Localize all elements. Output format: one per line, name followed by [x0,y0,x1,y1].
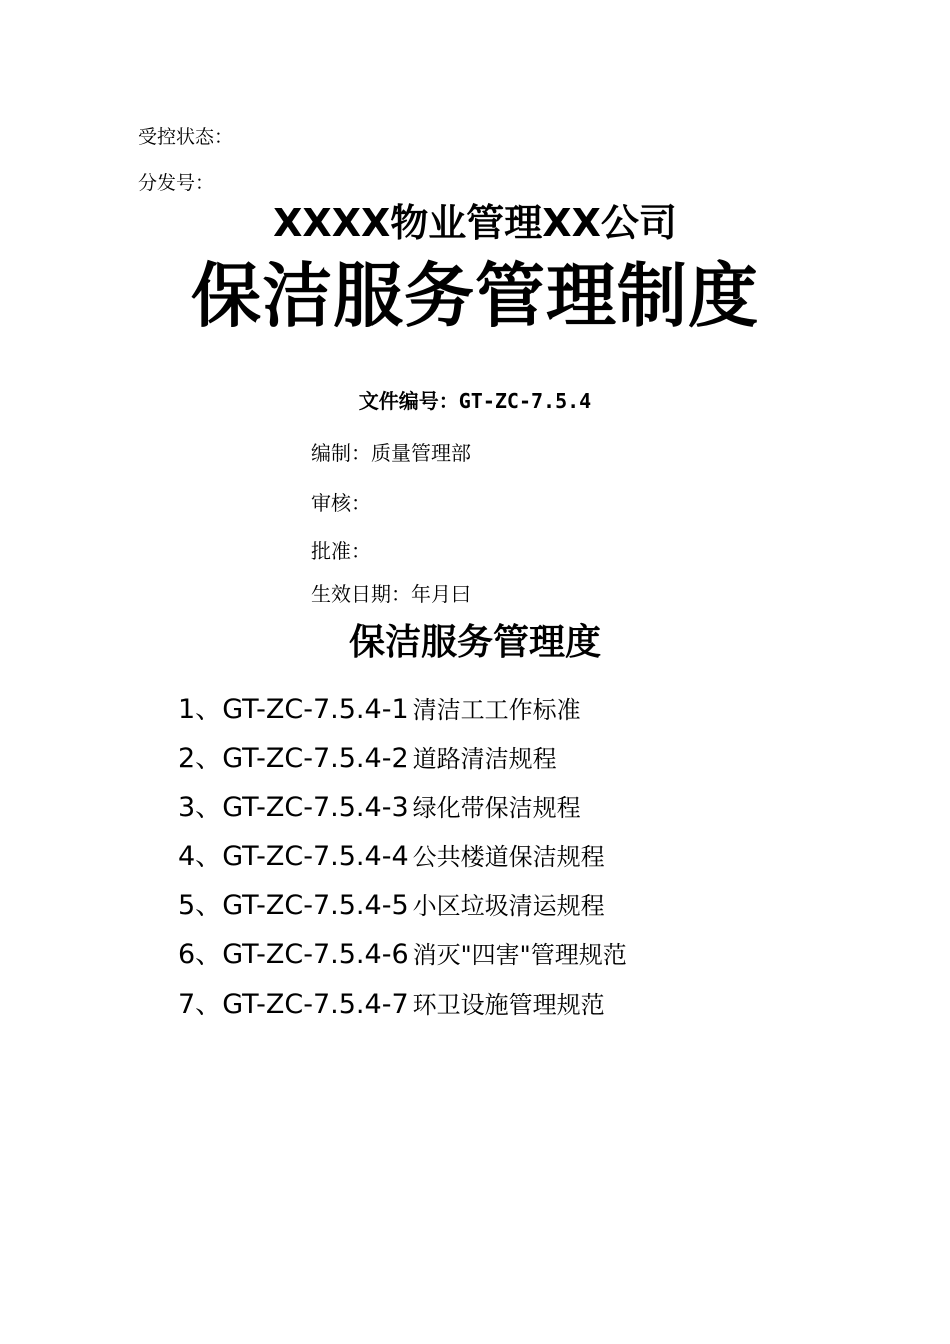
document-number-value: GT-ZC-7.5.4 [458,389,592,413]
toc-item [178,883,605,922]
toc-item-name: 消灭"四害"管理规范 [412,941,627,969]
toc-item [178,736,557,775]
toc-item-name: 道路清洁规程 [412,745,557,773]
toc-item-name: 小区垃圾清运规程 [412,892,605,920]
toc-item-number: 3、 [178,792,223,823]
approved-by: 批准： [311,539,371,563]
toc-item-number: 4、 [178,841,223,872]
toc-item-number: 7、 [178,989,223,1020]
distribution-number-label: 分发号： [138,172,215,194]
toc-item [178,982,605,1021]
control-status-label: 受控状态： [138,126,234,148]
toc-item-name: 绿化带保洁规程 [412,794,581,822]
compiled-by: 编制：质量管理部 [311,441,471,465]
toc-item-code: GT-ZC-7.5.4-7 [222,989,409,1020]
toc-item-name: 清洁工工作标准 [412,696,581,724]
toc-item-name: 公共楼道保洁规程 [412,843,605,871]
document-number-label: 文件编号： [358,389,459,413]
toc-item-code: GT-ZC-7.5.4-3 [222,792,409,823]
toc-item [178,785,581,824]
company-name: XXXX物业管理XX公司 [273,201,677,245]
toc-item-number: 5、 [178,890,223,921]
toc-item [178,687,581,726]
document-number [0,385,950,414]
section-title: 保洁服务管理度 [348,622,601,663]
toc-item-code: GT-ZC-7.5.4-1 [222,694,409,725]
toc-item-code: GT-ZC-7.5.4-4 [222,841,409,872]
reviewed-by: 审核： [311,491,371,515]
toc-item-number: 2、 [178,743,223,774]
toc-item-number: 6、 [178,939,223,970]
toc-item-code: GT-ZC-7.5.4-6 [222,939,409,970]
toc-item [178,834,605,873]
effective-date: 生效日期：年月曰 [311,582,471,606]
toc-item-code: GT-ZC-7.5.4-5 [222,890,409,921]
toc-item [178,932,627,971]
toc-item-code: GT-ZC-7.5.4-2 [222,743,409,774]
toc-item-name: 环卫设施管理规范 [412,991,605,1019]
toc-item-number: 1、 [178,694,223,725]
document-title: 保洁服务管理制度 [191,255,759,337]
